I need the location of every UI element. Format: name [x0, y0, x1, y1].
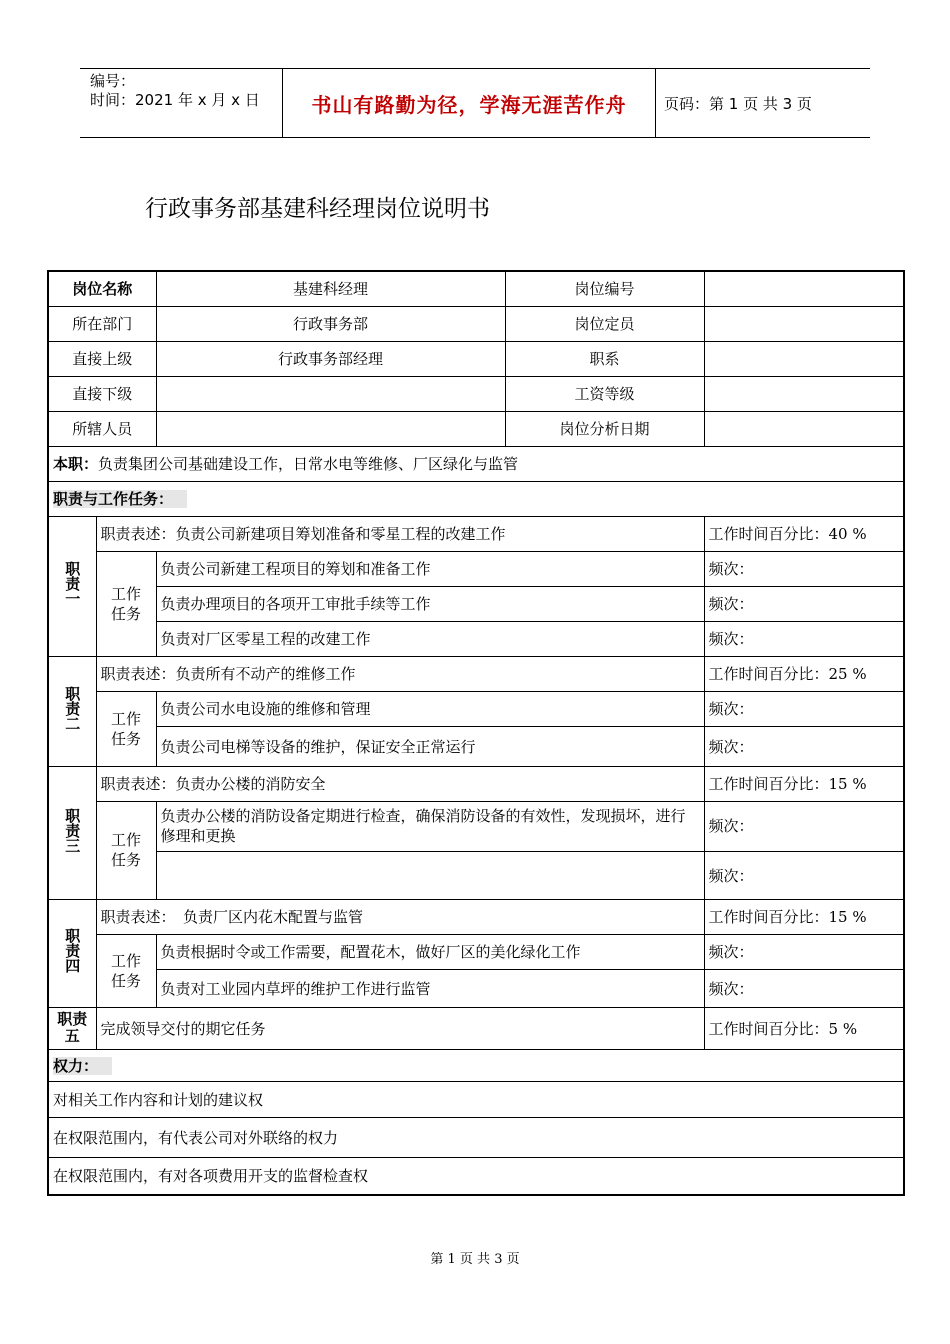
duty-desc-row [48, 656, 904, 691]
main-duty-text: 负责集团公司基础建设工作，日常水电等维修、厂区绿化与监管 [98, 455, 519, 473]
work-tasks-label: 工作任务 [96, 801, 156, 899]
task-frequency: 频次： [704, 969, 904, 1007]
page-footer: 第 1 页 共 3 页 [430, 1252, 520, 1267]
info-row [48, 376, 904, 411]
info-value [704, 341, 904, 376]
duty-desc: 职责表述： 负责厂区内花木配置与监管 [96, 899, 704, 934]
duty-name: 职责五 [48, 1007, 96, 1049]
power-row [48, 1117, 904, 1157]
task-text: 负责办公楼的消防设备定期进行检查，确保消防设备的有效性，发现损坏，进行修理和更换 [156, 801, 704, 851]
task-text: 负责对厂区零星工程的改建工作 [156, 621, 704, 656]
task-row [48, 801, 904, 851]
power-header: 权力： [53, 1057, 112, 1075]
duty-desc-row [48, 899, 904, 934]
time-label: 时间：2021 年 x 月 x 日 [90, 91, 260, 109]
duty-name: 职责三 [48, 766, 96, 899]
duty-percent: 工作时间百分比：5 % [704, 1007, 904, 1049]
info-row [48, 411, 904, 446]
page-number-label: 页码：第 1 页 共 3 页 [664, 94, 812, 113]
info-value [156, 376, 505, 411]
info-key: 职系 [505, 341, 704, 376]
task-frequency: 频次： [704, 934, 904, 969]
task-row [48, 969, 904, 1007]
duty-desc: 职责表述：负责办公楼的消防安全 [96, 766, 704, 801]
work-tasks-label: 工作任务 [96, 934, 156, 1007]
task-row [48, 621, 904, 656]
duty-desc-row [48, 1007, 904, 1049]
power-item: 对相关工作内容和计划的建议权 [48, 1081, 904, 1117]
task-text: 负责对工业园内草坪的维护工作进行监管 [156, 969, 704, 1007]
header-motto: 书山有路勤为径，学海无涯苦作舟 [282, 69, 656, 137]
task-text: 负责公司水电设施的维修和管理 [156, 691, 704, 726]
info-value: 基建科经理 [156, 271, 505, 306]
info-key: 岗位名称 [48, 271, 156, 306]
info-key: 工资等级 [505, 376, 704, 411]
power-header-row [48, 1049, 904, 1081]
duty-name: 职责四 [48, 899, 96, 1007]
power-item: 在权限范围内，有代表公司对外联络的权力 [48, 1117, 904, 1157]
info-value [704, 376, 904, 411]
duty-percent: 工作时间百分比：15 % [704, 766, 904, 801]
info-value [156, 411, 505, 446]
info-value: 行政事务部 [156, 306, 505, 341]
duty-percent: 工作时间百分比：15 % [704, 899, 904, 934]
duty-desc: 职责表述：负责公司新建项目筹划准备和零星工程的改建工作 [96, 516, 704, 551]
task-text: 负责公司新建工程项目的筹划和准备工作 [156, 551, 704, 586]
task-text: 负责办理项目的各项开工审批手续等工作 [156, 586, 704, 621]
info-key: 岗位编号 [505, 271, 704, 306]
info-key: 岗位定员 [505, 306, 704, 341]
info-row [48, 271, 904, 306]
duty-percent: 工作时间百分比：25 % [704, 656, 904, 691]
duties-header-row [48, 481, 904, 516]
duty-desc-row [48, 766, 904, 801]
power-item: 在权限范围内，有对各项费用开支的监督检查权 [48, 1157, 904, 1195]
power-row [48, 1081, 904, 1117]
task-frequency: 频次： [704, 586, 904, 621]
duty-percent: 工作时间百分比：40 % [704, 516, 904, 551]
info-key: 直接上级 [48, 341, 156, 376]
info-value [704, 271, 904, 306]
task-frequency: 频次： [704, 621, 904, 656]
task-row [48, 726, 904, 766]
task-text: 负责公司电梯等设备的维护，保证安全正常运行 [156, 726, 704, 766]
document-title: 行政事务部基建科经理岗位说明书 [145, 196, 490, 222]
work-tasks-label: 工作任务 [96, 551, 156, 656]
task-frequency: 频次： [704, 551, 904, 586]
info-row [48, 306, 904, 341]
duty-desc-row [48, 516, 904, 551]
info-key: 岗位分析日期 [505, 411, 704, 446]
main-duty-label: 本职： [53, 455, 99, 473]
duty-name: 职责二 [48, 656, 96, 766]
number-label: 编号： [90, 72, 136, 90]
info-key: 所辖人员 [48, 411, 156, 446]
duty-desc: 职责表述：负责所有不动产的维修工作 [96, 656, 704, 691]
task-row [48, 551, 904, 586]
info-row [48, 341, 904, 376]
header-meta [90, 72, 260, 110]
info-key: 直接下级 [48, 376, 156, 411]
info-key: 所在部门 [48, 306, 156, 341]
main-duty-row [48, 446, 904, 481]
task-text: 负责根据时令或工作需要，配置花木，做好厂区的美化绿化工作 [156, 934, 704, 969]
info-value: 行政事务部经理 [156, 341, 505, 376]
work-tasks-label: 工作任务 [96, 691, 156, 766]
task-row [48, 586, 904, 621]
task-frequency: 频次： [704, 801, 904, 851]
task-frequency: 频次： [704, 726, 904, 766]
info-value [704, 411, 904, 446]
duties-header: 职责与工作任务： [53, 490, 187, 508]
task-text [156, 851, 704, 899]
task-frequency: 频次： [704, 851, 904, 899]
task-row [48, 851, 904, 899]
info-value [704, 306, 904, 341]
duty-name: 职责一 [48, 516, 96, 656]
power-row [48, 1157, 904, 1195]
page-header [80, 68, 870, 138]
task-row [48, 691, 904, 726]
task-frequency: 频次： [704, 691, 904, 726]
job-description-table [47, 270, 905, 1196]
task-row [48, 934, 904, 969]
duty-desc: 完成领导交付的期它任务 [96, 1007, 704, 1049]
